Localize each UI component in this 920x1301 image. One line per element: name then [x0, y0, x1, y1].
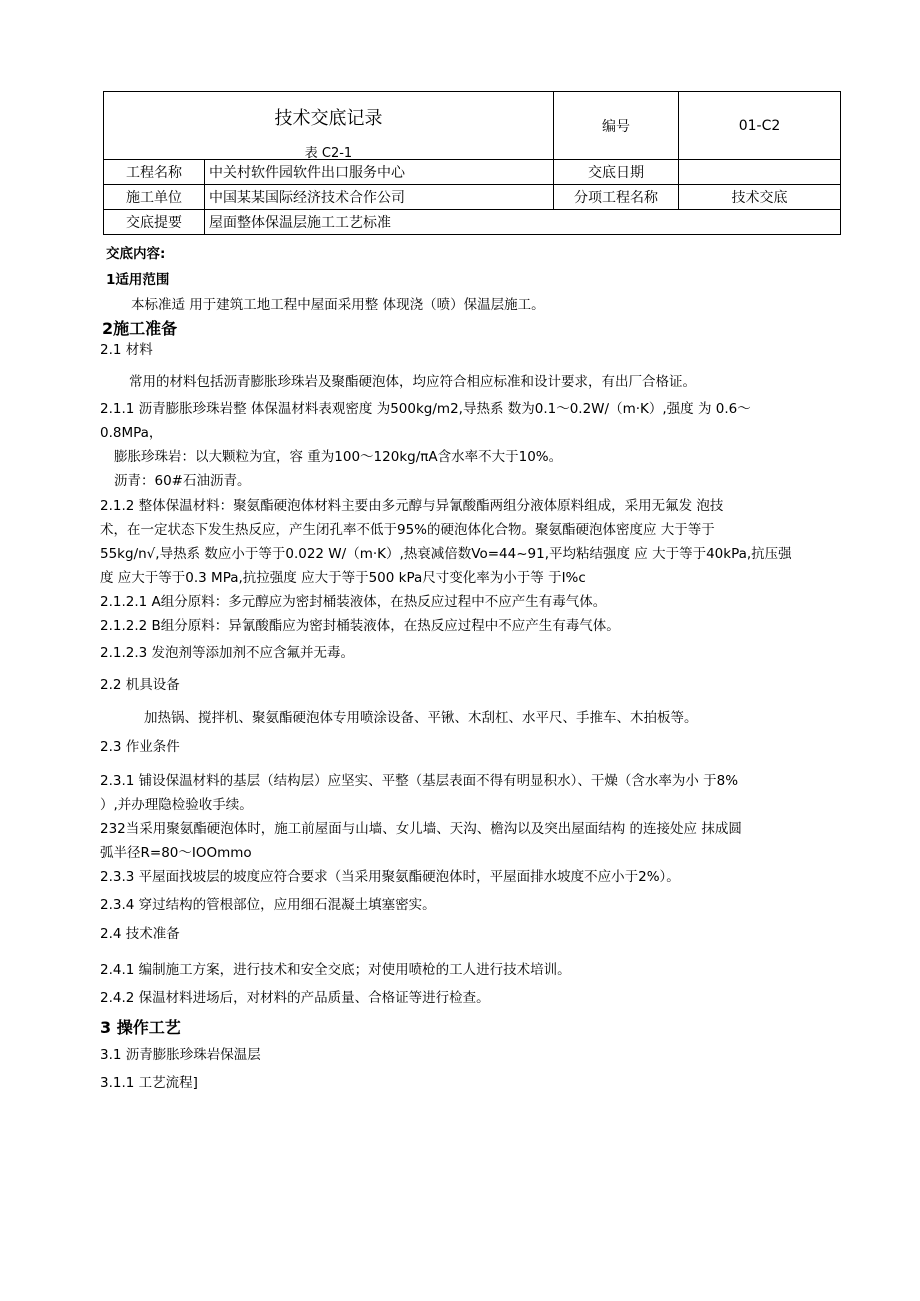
subproject-value: 技术交底 — [679, 185, 841, 210]
number-value: 01-C2 — [679, 92, 841, 160]
paragraph: 3.1.1 工艺流程] — [100, 1075, 198, 1091]
paragraph: 2.1.2.1 A组分原料：多元醇应为密封桶装液体，在热反应过程中不应产生有毒气体。 — [100, 594, 607, 610]
paragraph: 沥青：60#石油沥青。 — [114, 473, 251, 489]
form-number: 表 C2-1 — [304, 146, 353, 161]
subsection-heading: 2.1 材料 — [100, 342, 153, 358]
title-cell — [104, 92, 554, 160]
paragraph: 术，在一定状态下发生热反应，产生闭孔率不低于95%的硬泡体化合物。聚氨酯硬泡体密度应 大于等于 — [100, 522, 715, 538]
paragraph: 2.1.2.3 发泡剂等添加剂不应含氟并无毒。 — [100, 645, 355, 661]
paragraph: 加热锅、搅拌机、聚氨酯硬泡体专用喷涂设备、平锹、木刮杠、水平尺、手推车、木拍板等。 — [144, 710, 698, 726]
header-table — [103, 91, 841, 235]
paragraph: 2.4.2 保温材料进场后，对材料的产品质量、合格证等进行检查。 — [100, 990, 490, 1006]
subsection-heading: 3.1 沥青膨胀珍珠岩保温层 — [100, 1047, 261, 1063]
contractor-label: 施工单位 — [104, 185, 205, 210]
subproject-label: 分项工程名称 — [554, 185, 679, 210]
project-name-value: 中关村软件园软件出口服务中心 — [205, 160, 554, 185]
section-heading: 1适用范围 — [106, 272, 170, 288]
paragraph: 55kg∕n√,导热系 数应小于等于0.022 W/（m·K）,热衰减倍数Vo=44~91,平均粘结强度 应 大于等于40kPa,抗压强 — [100, 546, 792, 562]
number-label: 编号 — [554, 92, 679, 160]
date-label: 交底日期 — [554, 160, 679, 185]
paragraph: 膨胀珍珠岩：以大颗粒为宜，容 重为100～120kg∕πA含水率不大于10%。 — [114, 449, 563, 465]
document-title: 技术交底记录 — [274, 108, 383, 129]
paragraph: 度 应大于等于0.3 MPa,抗拉强度 应大于等于500 kPa尺寸变化率为小于等 于I%c — [100, 570, 586, 586]
summary-label: 交底提要 — [104, 210, 205, 235]
subsection-heading: 2.2 机具设备 — [100, 677, 180, 693]
contractor-value: 中国某某国际经济技术合作公司 — [205, 185, 554, 210]
content-label: 交底内容: — [106, 246, 166, 262]
paragraph: 常用的材料包括沥青膨胀珍珠岩及聚酯硬泡体，均应符合相应标准和设计要求，有出厂合格证。 — [129, 374, 696, 390]
subsection-heading: 2.3 作业条件 — [100, 739, 180, 755]
paragraph: 2.3.1 铺设保温材料的基层（结构层）应坚实、平整（基层表面不得有明显积水）、干燥（含水率为小 于8% — [100, 773, 739, 789]
date-value — [679, 160, 841, 185]
section-heading: 3 操作工艺 — [100, 1018, 181, 1037]
project-name-label: 工程名称 — [104, 160, 205, 185]
paragraph: 本标准适 用于建筑工地工程中屋面采用整 体现浇（喷）保温层施工。 — [131, 297, 545, 313]
paragraph: 2.4.1 编制施工方案，进行技术和安全交底；对使用喷枪的工人进行技术培训。 — [100, 962, 571, 978]
paragraph: 232当采用聚氨酯硬泡体时，施工前屋面与山墙、女儿墙、天沟、檐沟以及突出屋面结构 的连接处应 抹成圆 — [100, 821, 742, 837]
paragraph: 弧半径R=80～IOOmmo — [100, 845, 252, 861]
paragraph: 0.8MPa， — [100, 425, 163, 441]
summary-value: 屋面整体保温层施工工艺标准 — [205, 210, 841, 235]
paragraph: 2.1.2 整体保温材料：聚氨酯硬泡体材料主要由多元醇与异氰酸酯两组分液体原料组成，采用无氟发 泡技 — [100, 498, 724, 514]
subsection-heading: 2.4 技术准备 — [100, 926, 180, 942]
paragraph: 2.1.2.2 B组分原料：异氰酸酯应为密封桶装液体，在热反应过程中不应产生有毒气体。 — [100, 618, 620, 634]
paragraph: 2.3.3 平屋面找坡层的坡度应符合要求（当采用聚氨酯硬泡体时，平屋面排水坡度不应小于2%）。 — [100, 869, 680, 885]
paragraph: ）,并办理隐检验收手续。 — [100, 797, 253, 813]
paragraph: 2.3.4 穿过结构的管根部位，应用细石混凝土填塞密实。 — [100, 897, 436, 913]
section-heading: 2施工准备 — [102, 319, 178, 338]
paragraph: 2.1.1 沥青膨胀珍珠岩整 体保温材料表观密度 为500kg∕m2,导热系 数为0.1～0.2W∕（m·K）,强度 为 0.6～ — [100, 401, 751, 417]
